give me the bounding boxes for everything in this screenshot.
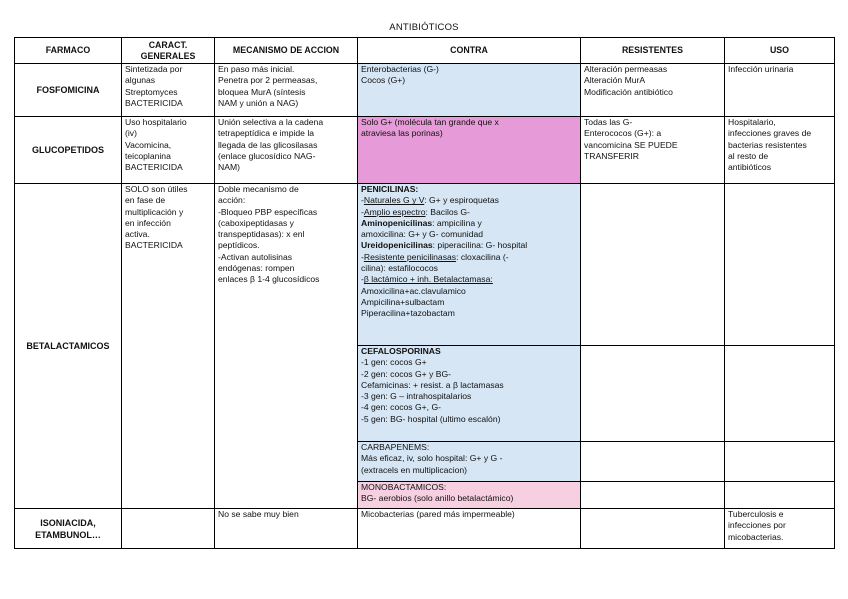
cell-line: micobacterias. [728,531,784,542]
cell-line: -β lactámico + inh. Betalactamasa: [361,274,493,285]
cefalosporinas-heading: CEFALOSPORINAS [361,346,441,356]
cell-line: infecciones graves de [728,128,812,139]
resistentes-cell [581,442,725,482]
cell-line: (extracels en multiplicacion) [361,464,468,475]
amplio-text: : Bacilos G- [425,206,470,217]
table-row [15,117,835,184]
resistentes-cell [581,509,725,549]
resist-text: : cloxacilina (- [456,251,509,262]
cell-line: -Resistente penicilinasas: cloxacilina (- [361,251,509,262]
cell-line: BACTERICIDA [125,240,183,251]
contra-cell [358,509,581,549]
caract-cell [122,184,215,509]
cell-line: NAM y unión a NAG) [218,97,299,108]
uso-cell [725,442,835,482]
cell-line: Streptomyces [125,86,178,97]
cell-line: Doble mecanismo de [218,184,299,194]
caract-cell [122,509,215,549]
cell-line: Hospitalario, [728,117,776,127]
cell-line: bloquea MurA (síntesis [218,86,306,97]
cell-line: (enlace glucosídico NAG- [218,150,316,161]
cell-line: Amoxicilina+ac.clavulamico [361,285,466,296]
ureido-label: Ureidopenicilinas [361,240,433,251]
contra-cell [358,64,581,117]
cell-line: ETAMBUNOL… [35,529,101,540]
beta-label: β lactámico + inh. Betalactamasa: [363,274,493,285]
mecanismo-cell [215,64,358,117]
cell-line: (caboxipeptidasas y [218,217,294,228]
cell-line: Vacomicina, [125,139,172,150]
cell-line: En paso más inicial. [218,64,295,74]
header-contra: CONTRA [358,38,581,64]
farmaco-cell [15,509,122,549]
cell-line: -Naturales G y V: G+ y espiroquetas [361,195,499,206]
header-row [15,38,835,64]
cell-line: teicoplanina [125,150,171,161]
uso-cell [725,184,835,346]
cell-line: TRANSFERIR [584,150,639,161]
cell-line: llegada de las glicosilasas [218,139,318,150]
uso-cell [725,482,835,509]
uso-cell [725,509,835,549]
cell-line: Más eficaz, iv, solo hospital: G+ y G - [361,453,503,464]
cell-line [361,218,577,229]
contra-monobactamicos-cell [358,482,581,509]
header-caract: CARACT. GENERALES [122,38,215,64]
amplio-label: Amplio espectro [363,206,426,217]
cell-line: transpeptidasas): x enl [218,229,305,240]
cell-line: Tuberculosis e [728,509,784,519]
cell-line: endógenas: rompen [218,263,295,274]
carbapenems-heading: CARBAPENEMS: [361,442,430,452]
uso-cell [725,117,835,184]
cell-line [361,240,577,251]
cell-line: -4 gen: cocos G+, G- [361,402,442,413]
cell-line: Alteración MurA [584,75,646,86]
cell-line: multiplicación y [125,206,184,217]
cell-line: NAM) [218,162,240,173]
cell-line: Cocos (G+) [361,75,406,86]
cell-line: Micobacterias (pared más impermeable) [361,509,515,519]
antibiotics-table [14,37,835,549]
uso-cell [725,346,835,442]
resistentes-cell [581,482,725,509]
header-farmaco: FARMACO [15,38,122,64]
cell-line: SOLO son útiles [125,184,188,194]
cell-line: BG- aerobios (solo anillo betalactámico) [361,493,514,504]
cell-line: tetrapeptídica e impide la [218,128,315,139]
cell-line: Uso hospitalario [125,117,187,127]
mecanismo-cell [215,117,358,184]
cell-line: No se sabe muy bien [218,509,299,519]
penicilinas-heading: PENICILINAS: [361,184,419,194]
cell-line: -1 gen: cocos G+ [361,357,427,368]
cell-line: -3 gen: G – intrahospitalarios [361,391,472,402]
cell-line: Enterococos (G+): a [584,128,662,139]
cell-line: Piperacilina+tazobactam [361,308,455,319]
cell-line: al resto de [728,150,769,161]
cell-line: en infección [125,217,171,228]
cell-line: Unión selectiva a la cadena [218,117,324,127]
cell-line: -Activan autolisinas [218,251,293,262]
cell-line: vancomicina SE PUEDE [584,139,678,150]
farmaco-cell: FOSFOMICINA [15,64,122,117]
cell-line: activa. [125,229,150,240]
cell-line: (iv) [125,128,137,139]
cell-line: Enterobacterias (G-) [361,64,439,74]
resistentes-cell [581,346,725,442]
cell-line: en fase de [125,195,166,206]
cell-line: antibióticos [728,162,771,173]
contra-penicilinas-cell [358,184,581,346]
resistentes-cell [581,64,725,117]
resistentes-cell [581,117,725,184]
header-uso: USO [725,38,835,64]
amino-label: Aminopenicilinas [361,217,433,228]
farmaco-cell: GLUCOPETIDOS [15,117,122,184]
resist-label: Resistente penicilinasas [363,251,457,262]
contra-cefalosporinas-cell [358,346,581,442]
cell-line: Cefamicinas: + resist. a β lactamasas [361,379,504,390]
cell-line: algunas [125,75,156,86]
cell-line: Infección urinaria [728,64,794,74]
cell-line: cilina): estafilococos [361,263,438,274]
cell-line: -Bloqueo PBP específicas [218,206,318,217]
contra-cell [358,117,581,184]
mecanismo-cell [215,184,358,509]
cell-line: peptídicos. [218,240,260,251]
cell-line: infecciones por [728,520,786,531]
mecanismo-cell [215,509,358,549]
cell-line: -5 gen: BG- hospital (ultimo escalón) [361,413,501,424]
farmaco-cell: BETALACTAMICOS [15,184,122,509]
table-row [15,64,835,117]
cell-line: Solo G+ (molécula tan grande que x [361,117,499,127]
resistentes-cell [581,184,725,346]
cell-line: BACTERICIDA [125,97,183,108]
caract-cell [122,117,215,184]
header-mecanismo: MECANISMO DE ACCION [215,38,358,64]
page-title: ANTIBIÓTICOS [389,22,459,33]
header-resistentes: RESISTENTES [581,38,725,64]
amino-text: : ampicilina y [432,217,482,228]
table-row [15,509,835,549]
cell-line: enlaces β 1-4 glucosídicos [218,274,320,285]
cell-line: Todas las G- [584,117,633,127]
cell-line: -2 gen: cocos G+ y BG- [361,368,452,379]
naturales-label: Naturales G y V [363,195,425,206]
cell-line: Penetra por 2 permeasas, [218,75,318,86]
cell-line: Modificación antibiótico [584,86,673,97]
cell-line: acción: [218,195,246,206]
cell-line: Sintetizada por [125,64,183,74]
cell-line: ISONIACIDA, [40,517,96,528]
cell-line: -Amplio espectro: Bacilos G- [361,206,470,217]
contra-carbapenems-cell [358,442,581,482]
cell-line: Alteración permeasas [584,64,668,74]
cell-line: bacterias resistentes [728,139,807,150]
cell-line: amoxicilina: G+ y G- comunidad [361,229,484,240]
ureido-text: : piperacilina: G- hospital [432,240,528,251]
naturales-text: : G+ y espiroquetas [424,195,499,206]
uso-cell [725,64,835,117]
cell-line: Ampicilina+sulbactam [361,296,445,307]
cell-line: atraviesa las porinas) [361,128,443,139]
caract-cell [122,64,215,117]
cell-line: BACTERICIDA [125,162,183,173]
table-row [15,184,835,346]
monobactamicos-heading: MONOBACTAMICOS: [361,482,447,492]
